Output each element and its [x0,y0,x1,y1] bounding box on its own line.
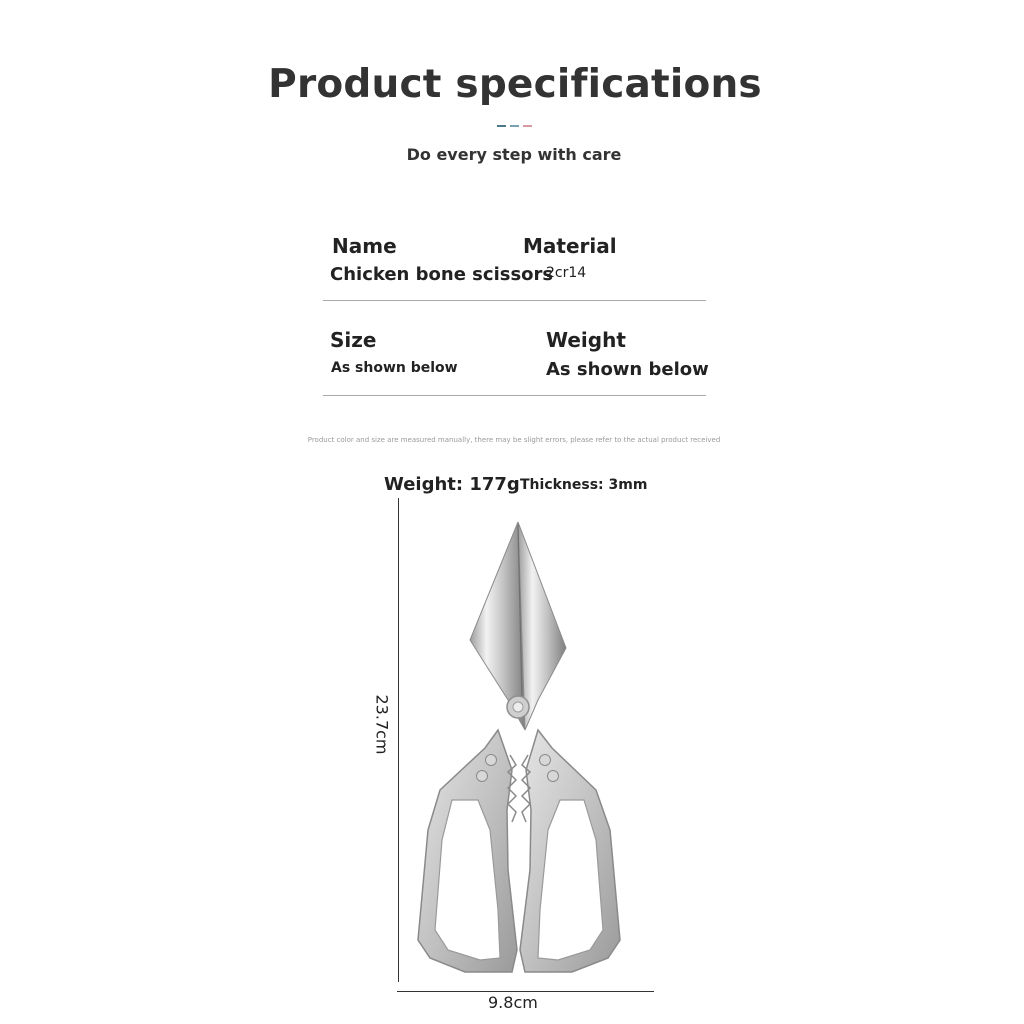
spec-divider-2 [323,395,706,396]
material-heading: Material [523,234,617,258]
measurement-disclaimer: Product color and size are measured manually, there may be slight errors, please refer to the actual product received [307,436,721,444]
width-dimension-line [397,991,654,992]
size-heading: Size [330,328,377,352]
length-dimension-label: 23.7cm [372,694,392,755]
weight-heading: Weight [546,328,626,352]
accent-dash-1 [497,125,506,127]
thickness-measurement: Thickness: 3mm [520,477,648,493]
accent-dash-3 [523,125,532,127]
size-value: As shown below [331,360,458,376]
weight-value: As shown below [546,359,709,380]
spec-divider-1 [323,300,706,301]
name-value: Chicken bone scissors [330,264,554,285]
length-dimension-line [398,498,399,982]
page-title: Product specifications [268,62,762,107]
kitchen-scissors-icon [400,515,640,985]
width-dimension-label: 9.8cm [488,993,538,1012]
material-value: 2cr14 [546,265,587,281]
weight-measurement: Weight: 177g [384,474,520,495]
page-subtitle: Do every step with care [406,145,622,164]
accent-dash-2 [510,125,519,127]
name-heading: Name [332,234,397,258]
